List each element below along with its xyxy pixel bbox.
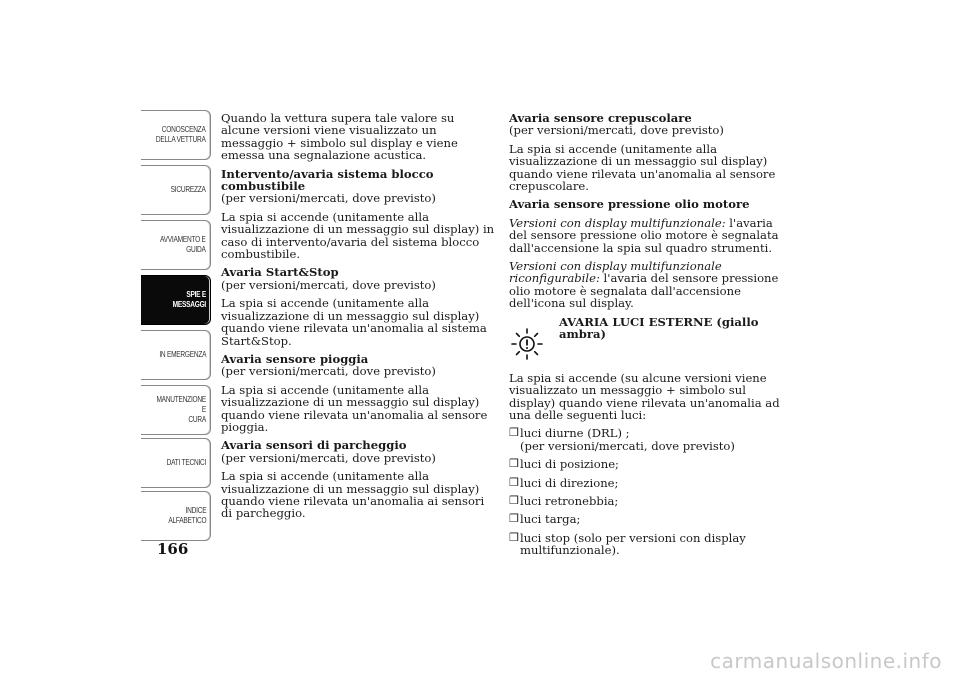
tab-label: INDICE ALFABETICO [167,506,206,525]
tab-avviamento[interactable] [141,220,211,270]
text-rest: l'avaria del sensore pressione olio motore è segnalata dall'accensione la spia sul quadro strumenti. [509,215,779,255]
tab-label: AVVIAMENTO E GUIDA [160,235,206,254]
tab-sicurezza[interactable] [141,165,211,215]
tab-dati-tecnici[interactable] [141,438,211,488]
exterior-light-failure-icon [509,326,545,362]
list-item [509,458,784,470]
section-text [509,217,784,254]
section-title: Avaria sensori di parcheggio [221,438,407,453]
section-title: Avaria sensore pressione olio motore [509,197,750,212]
section-subtitle: (per versioni/mercati, dove previsto) [221,277,436,292]
tab-indice[interactable] [141,491,211,541]
tab-label: SICUREZZA [171,185,206,194]
italic-lead: Versioni con display multifunzionale riconfigurabile: [509,259,722,286]
section-title: Avaria sensore crepuscolare [509,111,692,125]
tab-emergenza[interactable] [141,330,211,380]
section-subtitle: (per versioni/mercati, dove previsto) [509,123,724,138]
list-item [509,495,784,507]
checkbox-bullet-icon: ❒ [509,512,519,526]
tab-label: MANUTENZIONE E CURA [156,395,206,424]
warning-title: AVARIA LUCI ESTERNE (giallo ambra) [559,314,759,342]
list-item-text: luci stop (solo per versioni con display multifunzionale). [520,530,746,558]
list-item-text: luci diurne (DRL) ; (per versioni/mercati, dove previsto) [520,426,735,453]
list-item [509,477,784,489]
tab-label: SPIE E MESSAGGI [172,290,206,309]
right-column [509,112,784,563]
section-title: Intervento/avaria sistema blocco combustibile [221,166,434,194]
warning-text: La spia si accende (su alcune versioni viene visualizzato un messaggio + simbolo sul display) quando viene rilevata un'anomalia ad una delle seguenti luci: [509,370,780,422]
section-title: Avaria sensore pioggia [221,351,369,366]
tab-spie-messaggi[interactable] [141,275,211,325]
intro-text: Quando la vettura supera tale valore su alcune versioni viene visualizzato un messaggio + simbolo sul display e viene emessa una segnalazione acustica. [221,111,458,163]
checkbox-bullet-icon: ❒ [509,457,519,471]
watermark: carmanualsonline.info [710,649,942,673]
section-subtitle: (per versioni/mercati, dove previsto) [221,191,436,206]
section-title: Avaria Start&Stop [221,265,339,280]
list-item [509,427,784,452]
list-item [509,532,784,557]
lights-list [509,427,784,556]
list-item-text: luci retronebbia; [520,493,619,508]
list-item [509,513,784,525]
section-subtitle: (per versioni/mercati, dove previsto) [221,364,436,379]
section-text: La spia si accende (unitamente alla visualizzazione di un messaggio sul display) quando viene rilevata un'anomalia al sistema Start&Stop. [221,296,487,348]
section-text: La spia si accende (unitamente alla visualizzazione di un messaggio sul display) quando viene rilevata un'anomalia al sensore pioggia. [221,382,488,434]
list-item-text: luci targa; [520,512,581,527]
list-item-text: luci di direzione; [520,475,619,490]
section-text: La spia si accende (unitamente alla visualizzazione di un messaggio sul display) in caso di intervento/avaria del sistema blocco combustibile. [221,209,495,262]
section-text [509,260,784,310]
checkbox-bullet-icon: ❒ [509,493,519,507]
text-rest: l'avaria del sensore pressione olio motore è segnalata dall'accensione dell'icona sul display. [509,271,779,311]
tab-conoscenza[interactable] [141,110,211,160]
section-text: La spia si accende (unitamente alla visualizzazione di un messaggio sul display) quando viene rilevata un'anomalia ai sensori di parcheggio. [221,469,485,521]
list-item-text: luci di posizione; [520,457,619,472]
section-text: La spia si accende (unitamente alla visualizzazione di un messaggio sul display) quando viene rilevata un'anomalia al sensore crepuscolare. [509,141,776,194]
tab-label: IN EMERGENZA [159,350,206,359]
italic-lead: Versioni con display multifunzionale: [509,215,726,230]
page-number: 166 [157,540,189,558]
tab-label: CONOSCENZA DELLA VETTURA [156,125,206,144]
left-column [221,112,496,526]
checkbox-bullet-icon: ❒ [509,475,519,489]
checkbox-bullet-icon: ❒ [509,530,519,544]
tab-manutenzione[interactable] [141,385,211,435]
checkbox-bullet-icon: ❒ [509,426,519,440]
section-subtitle: (per versioni/mercati, dove previsto) [221,450,436,465]
tab-label: DATI TECNICI [166,458,206,467]
warning-block [509,316,784,362]
